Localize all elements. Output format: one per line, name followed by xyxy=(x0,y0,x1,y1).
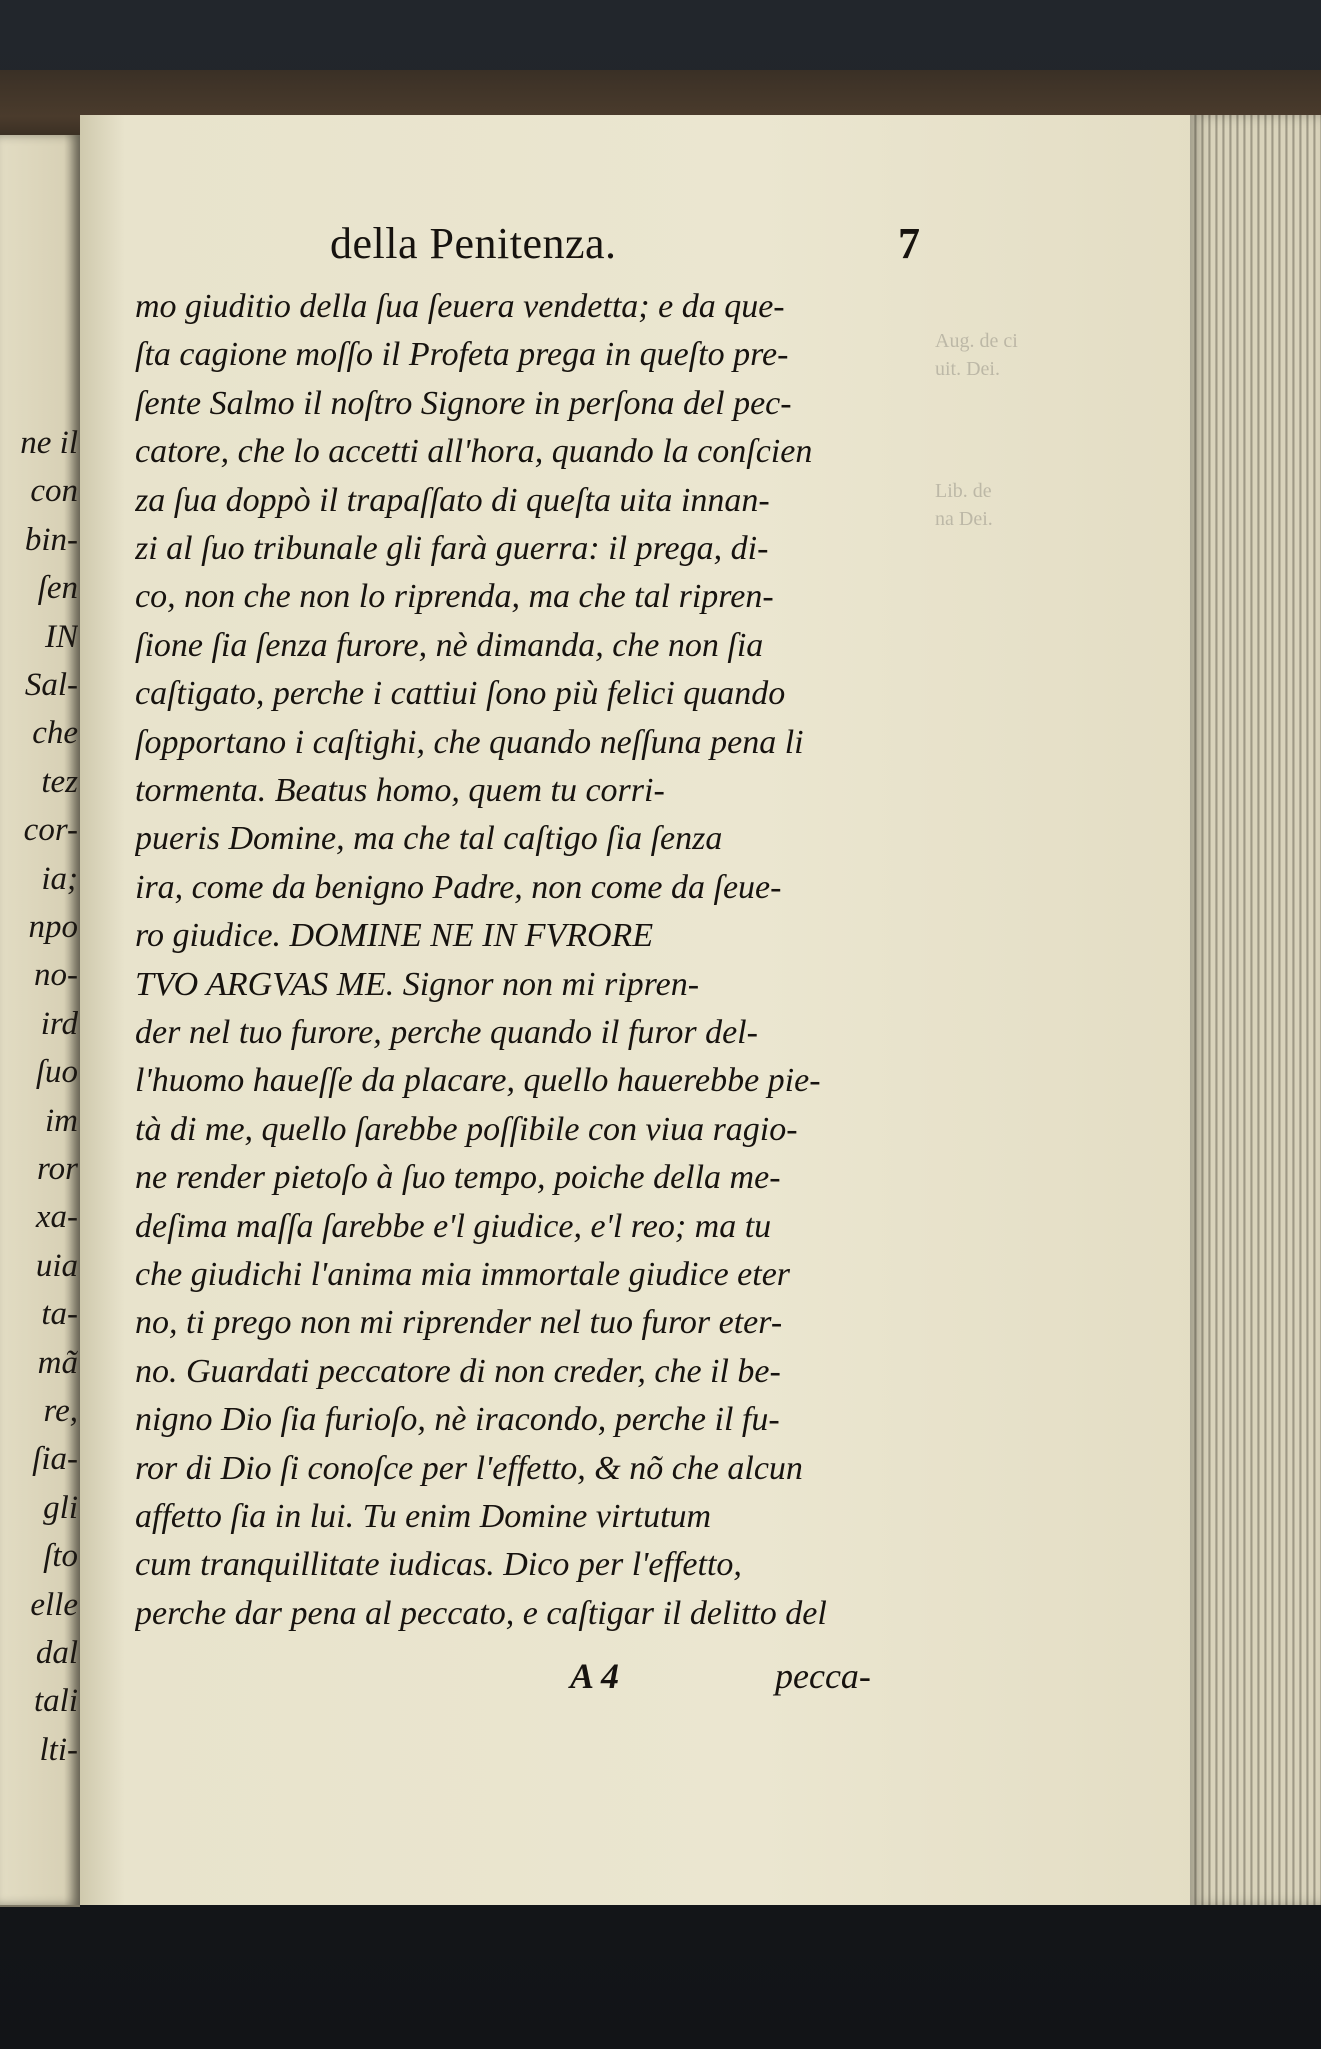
left-page-fragment: ta- xyxy=(41,1296,78,1333)
left-page-fragment: con xyxy=(30,473,78,510)
left-page-fragment: ird xyxy=(40,1005,78,1042)
page-footer xyxy=(135,1655,925,1710)
left-page-fragment: ſia- xyxy=(32,1441,78,1478)
page-number: 7 xyxy=(898,219,920,268)
left-page-fragment: ſen xyxy=(37,570,78,607)
margin-note: Lib. de xyxy=(935,480,992,502)
text-line: ſione ſia ſenza furore, nè dimanda, che non ſia xyxy=(135,626,764,664)
left-page-fragment: xa- xyxy=(35,1199,78,1236)
text-line: ſente Salmo il noſtro Signore in perſona del pec- xyxy=(135,384,792,422)
text-line: ira, come da benigno Padre, non come da ſeue- xyxy=(135,868,782,906)
margin-note: Aug. de ci xyxy=(935,330,1018,352)
left-page-fragment: elle xyxy=(30,1586,78,1623)
text-line: pueris Domine, ma che tal caſtigo ſia ſenza xyxy=(135,820,723,858)
text-line: che giudichi l'anima mia immortale giudice eter xyxy=(135,1256,791,1293)
left-page-fragment: IN xyxy=(45,618,78,655)
text-line: ſta cagione moſſo il Profeta prega in queſto pre- xyxy=(135,336,789,374)
text-line: co, non che non lo riprenda, ma che tal ripren- xyxy=(135,578,774,616)
left-page-fragment: no- xyxy=(34,957,78,994)
text-line: no. Guardati peccatore di non creder, che il be- xyxy=(135,1352,781,1390)
left-page-fragment: cor- xyxy=(23,812,78,849)
text-line: l'huomo haueſſe da placare, quello hauerebbe pie- xyxy=(135,1062,821,1100)
left-page-fragment: bin- xyxy=(24,521,78,558)
left-page-fragment: Sal- xyxy=(24,667,78,703)
left-page-fragment: ſuo xyxy=(35,1054,78,1091)
text-line: deſima maſſa ſarebbe e'l giudice, e'l reo; ma tu xyxy=(135,1207,772,1245)
text-line: zi al ſuo tribunale gli farà guerra: il prega, di- xyxy=(135,530,769,567)
left-page-fragment: ne il xyxy=(20,425,78,461)
left-page-fragment: tali xyxy=(33,1683,78,1720)
left-page-fragment: mã xyxy=(37,1344,78,1381)
left-page-fragment: gli xyxy=(43,1489,78,1526)
text-line: caſtigato, perche i cattiui ſono più felici quando xyxy=(135,675,786,713)
text-line: tà di me, quello ſarebbe poſſibile con viua ragio- xyxy=(135,1110,798,1148)
text-line: perche dar pena al peccato, e caſtigar il delitto del xyxy=(135,1594,827,1632)
left-page xyxy=(0,135,80,1907)
text-line: affetto ſia in lui. Tu enim Domine virtutum xyxy=(135,1498,712,1535)
text-line: no, ti prego non mi riprender nel tuo furor eter- xyxy=(135,1304,783,1342)
left-page-fragment: re, xyxy=(43,1393,78,1429)
text-line: za ſua doppò il trapaſſato di queſta uita innan- xyxy=(135,481,770,519)
left-page-fragment: npo xyxy=(28,909,78,945)
margin-note: uit. Dei. xyxy=(935,358,1000,380)
left-page-fragment: ſto xyxy=(43,1538,78,1575)
left-page-fragment: tez xyxy=(41,763,78,800)
left-page-fragment: dal xyxy=(35,1635,78,1671)
text-line: TVO ARGVAS ME. Signor non mi ripren- xyxy=(135,965,700,1003)
text-line: ror di Dio ſi conoſce per l'effetto, & nõ che alcun xyxy=(135,1449,803,1487)
text-line: ſopportano i caſtighi, che quando neſſuna pena li xyxy=(135,723,804,761)
text-line: tormenta. Beatus homo, quem tu corri- xyxy=(135,772,665,809)
text-line: ro giudice. DOMINE NE IN FVRORE xyxy=(135,917,654,955)
catchword: pecca- xyxy=(775,1656,871,1696)
left-page-fragment: lti- xyxy=(39,1731,78,1768)
left-page-fragment: che xyxy=(32,715,78,752)
page-edges xyxy=(1190,115,1321,1905)
left-page-fragment: uia xyxy=(35,1247,78,1284)
running-head: della Penitenza. xyxy=(330,219,617,268)
text-line: mo giuditio della ſua ſeuera vendetta; e da que- xyxy=(135,288,785,325)
left-page-fragment: im xyxy=(45,1102,78,1139)
text-line: ne render pietoſo à ſuo tempo, poiche della me- xyxy=(135,1159,781,1197)
left-page-fragment: ror xyxy=(37,1151,78,1187)
text-line: nigno Dio ſia furioſo, nè iracondo, perche il fu- xyxy=(135,1401,780,1439)
signature-mark: A 4 xyxy=(570,1656,620,1696)
text-line: cum tranquillitate iudicas. Dico per l'effetto, xyxy=(135,1546,742,1584)
text-line: der nel tuo furore, perche quando il furor del- xyxy=(135,1014,758,1051)
margin-note: na Dei. xyxy=(935,508,993,530)
text-line: catore, che lo accetti all'hora, quando la conſcien xyxy=(135,433,813,471)
page-header xyxy=(330,218,920,278)
left-page-fragment: ia; xyxy=(41,860,78,897)
